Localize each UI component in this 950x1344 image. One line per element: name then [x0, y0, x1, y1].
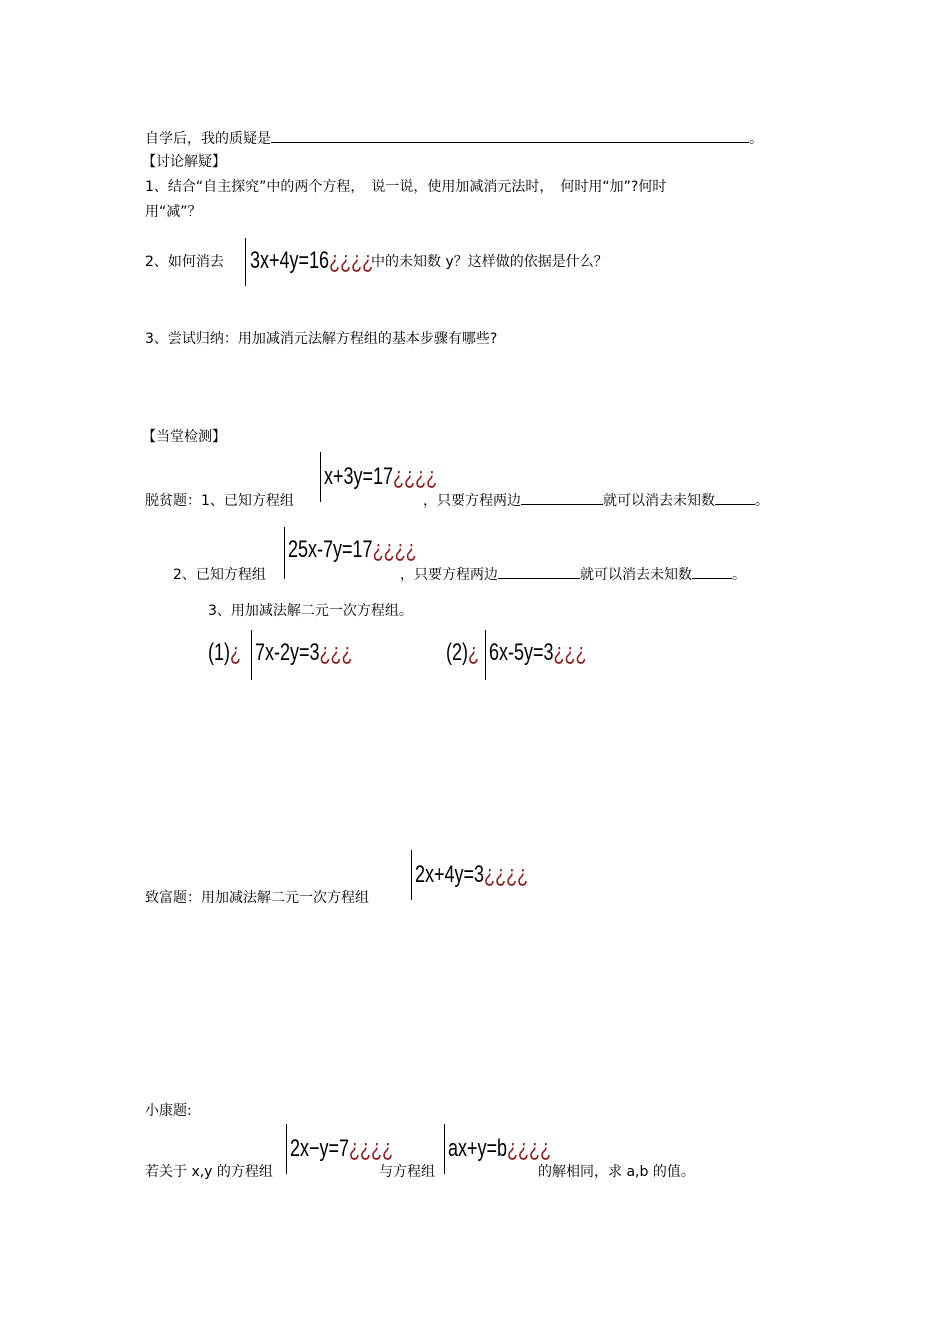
item1-blank-unknown[interactable]: [715, 492, 755, 505]
intro-question-text: 自学后，我的质疑是: [145, 131, 271, 147]
xiaokang-equation1: [290, 1134, 393, 1164]
broken-glyph: ¿¿¿¿: [484, 861, 529, 888]
classcheck-item2-prefix: 2、已知方程组: [173, 567, 266, 583]
item1-blank-operation[interactable]: [521, 492, 603, 505]
sub2-equation-text: 6x-5y=3: [489, 639, 554, 666]
rich-equation: [415, 860, 528, 890]
discussion-q1-line1: 1、结合“自主探究”中的两个方程， 说一说，使用加减消元法时， 何时用“加”?何时: [145, 179, 667, 195]
intro-line: [145, 130, 763, 148]
item1-mid-text: ，只要方程两边: [423, 493, 521, 509]
xiaokang-header: 小康题:: [145, 1103, 192, 1119]
sub1-brace: [251, 630, 252, 680]
xiaokang-middle: 与方程组: [379, 1164, 435, 1180]
broken-glyph: ¿¿¿¿: [507, 1135, 552, 1162]
rich-equation-text: 2x+4y=3: [415, 861, 485, 888]
item2-mid2-text: 就可以消去未知数: [580, 567, 692, 583]
item2-mid-text: ，只要方程两边: [400, 567, 498, 583]
q2-equation: [250, 246, 373, 276]
item1-equation-text: x+3y=17: [324, 463, 394, 490]
xiaokang-brace2: [444, 1124, 445, 1174]
discussion-q1-line2: 用“减”？: [145, 204, 202, 220]
item2-equation: [288, 535, 417, 565]
classcheck-item3: 3、用加减法解二元一次方程组。: [208, 603, 413, 619]
broken-glyph: ¿¿¿¿: [349, 1135, 394, 1162]
sub1-label: (1)¿: [208, 639, 242, 666]
item2-brace: [284, 527, 285, 579]
xiaokang-prefix: 若关于 x,y 的方程组: [145, 1164, 273, 1180]
classcheck-header: 【当堂检测】: [142, 429, 226, 445]
xiaokang-equation2: [448, 1134, 551, 1164]
item1-end: 。: [755, 493, 769, 509]
broken-glyph: ¿¿¿: [319, 639, 353, 666]
item1-tail: [423, 492, 769, 510]
broken-glyph: ¿¿¿: [553, 639, 587, 666]
item2-equation-text: 25x-7y=17: [288, 536, 373, 563]
discussion-q2-suffix: 中的未知数 y？这样做的依据是什么？: [371, 254, 608, 270]
discussion-q2-prefix: 2、如何消去: [145, 254, 224, 270]
item2-blank-operation[interactable]: [498, 566, 580, 579]
item1-equation: [324, 462, 437, 492]
item1-mid2-text: 就可以消去未知数: [603, 493, 715, 509]
sub1-equation-text: 7x-2y=3: [255, 639, 320, 666]
sub1-equation: [255, 638, 353, 668]
sub2-brace: [485, 630, 486, 680]
discussion-header: 【讨论解疑】: [142, 154, 226, 170]
xiaokang-equation2-text: ax+y=b: [448, 1135, 508, 1162]
item2-tail: [400, 566, 746, 584]
broken-glyph: ¿¿¿¿: [393, 463, 438, 490]
broken-glyph: ¿¿¿¿: [329, 247, 374, 274]
item1-brace: [320, 452, 321, 502]
rich-text: 致富题：用加减法解二元一次方程组: [145, 890, 369, 906]
xiaokang-brace1: [286, 1124, 287, 1174]
xiaokang-equation1-text: 2x−y=7: [290, 1135, 350, 1162]
q2-equation-text: 3x+4y=16: [250, 247, 330, 274]
discussion-q3: 3、尝试归纳：用加减消元法解方程组的基本步骤有哪些?: [145, 331, 498, 347]
intro-end-mark: 。: [749, 131, 763, 147]
classcheck-item1-prefix: 脱贫题：1、已知方程组: [145, 493, 294, 509]
q2-brace: [245, 238, 246, 286]
broken-glyph: ¿¿¿¿: [372, 536, 417, 563]
sub2-equation: [489, 638, 587, 668]
rich-brace: [411, 850, 412, 900]
sub2-label: (2)¿: [446, 639, 480, 666]
item2-end: 。: [732, 567, 746, 583]
item2-blank-unknown[interactable]: [692, 566, 732, 579]
xiaokang-suffix: 的解相同，求 a,b 的值。: [538, 1164, 695, 1180]
intro-answer-blank[interactable]: [271, 130, 749, 143]
